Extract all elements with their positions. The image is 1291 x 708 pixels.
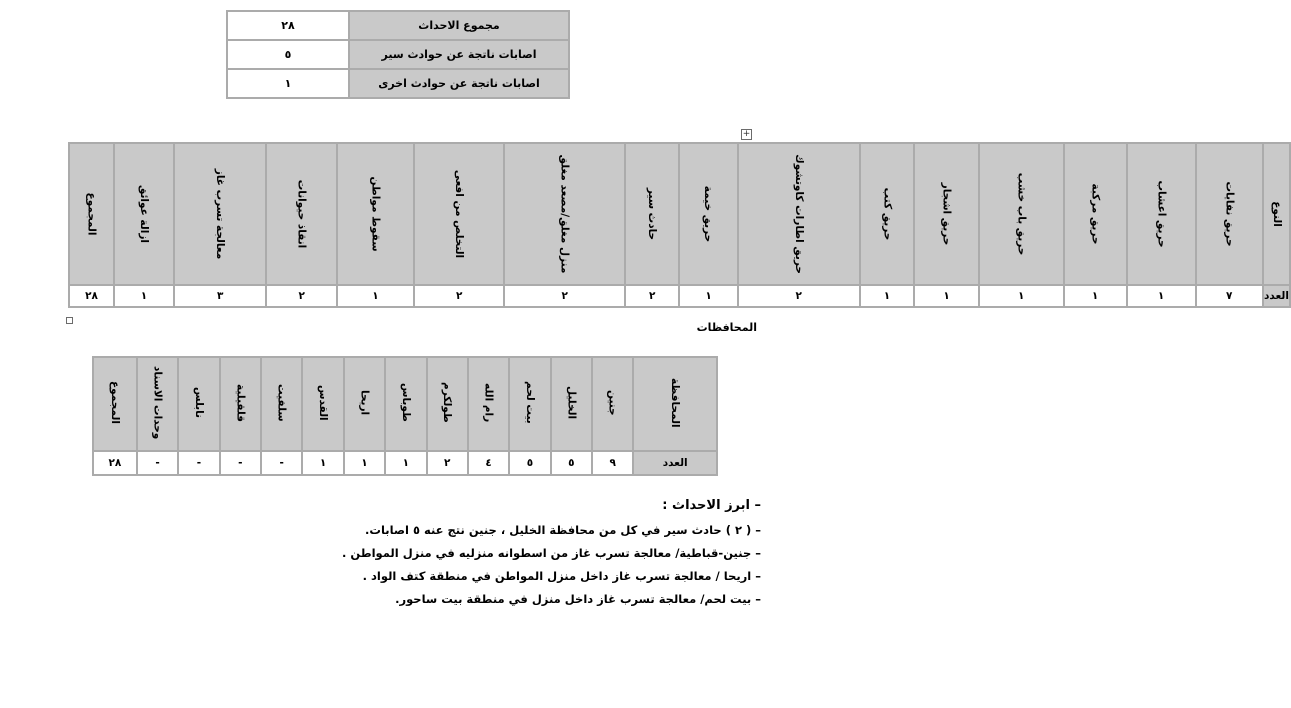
column-header-text: حريق مركبة: [1089, 183, 1102, 245]
types-count-row: [70, 286, 1289, 306]
column-header: [915, 144, 978, 284]
highlight-line: – جنين-قباطية/ معالجة تسرب غاز من اسطوانه منزليه في منزل المواطن .: [342, 546, 761, 560]
table-resize-handle[interactable]: [66, 317, 73, 324]
column-header-text: حريق اعشاب: [1155, 180, 1168, 248]
column-header-text: انقاذ حيوانات: [295, 179, 308, 249]
count-cell: ٥: [510, 452, 549, 474]
column-header: [505, 144, 624, 284]
summary-table: [226, 10, 570, 99]
column-header-text: معالجة تسرب غاز: [214, 168, 227, 260]
count-cell: ٢: [428, 452, 467, 474]
column-header: [179, 358, 218, 450]
count-cell: ٥: [552, 452, 591, 474]
count-cell: ٢: [267, 286, 336, 306]
count-cell: ٣: [175, 286, 265, 306]
count-cell: ٧: [1197, 286, 1262, 306]
total-header: [70, 144, 113, 284]
count-cell: ١: [345, 452, 384, 474]
column-header: [469, 358, 508, 450]
count-cell: ١: [915, 286, 978, 306]
column-header: [415, 144, 503, 284]
count-cell: -: [221, 452, 260, 474]
total-cell: ٢٨: [94, 452, 136, 474]
summary-row: [228, 41, 568, 68]
row-header-label-text: المحافظة: [669, 377, 682, 428]
count-cell: ١: [861, 286, 914, 306]
column-header-text: سلفيت: [275, 383, 288, 422]
column-header-text: القدس: [317, 384, 330, 421]
highlight-line: – بيت لحم/ معالجة تسرب غاز داخل منزل في منطقة بيت ساحور.: [395, 592, 761, 606]
summary-label: مجموع الاحداث: [350, 12, 568, 39]
column-header: [267, 144, 336, 284]
column-header: [980, 144, 1063, 284]
total-header: [94, 358, 136, 450]
count-cell: ١: [338, 286, 413, 306]
column-header: [303, 358, 342, 450]
summary-value: ٢٨: [228, 12, 348, 39]
column-header-text: رام الله: [482, 382, 495, 423]
row-header-label: [634, 358, 716, 450]
column-header: [1128, 144, 1195, 284]
count-cell: ٩: [593, 452, 632, 474]
column-header: [739, 144, 859, 284]
column-header-text: الخليل: [565, 385, 578, 420]
count-cell: -: [179, 452, 218, 474]
column-header-text: بيت لحم: [523, 381, 536, 424]
governorates-table: [92, 356, 718, 476]
column-header-text: حريق نفايات: [1223, 181, 1236, 247]
count-cell: ٢: [739, 286, 859, 306]
column-header: [115, 144, 173, 284]
summary-label: اصابات ناتجة عن حوادث اخرى: [350, 70, 568, 97]
highlights-heading: – ابرز الاحداث :: [662, 498, 761, 513]
gov-count-row: [94, 452, 716, 474]
count-cell: ٢: [415, 286, 503, 306]
summary-row: [228, 70, 568, 97]
column-header-text: منزل مغلق/مصعد مغلق: [558, 154, 571, 274]
types-header-row: [70, 144, 1289, 284]
summary-row: [228, 12, 568, 39]
column-header-text: حريق باب خشب: [1015, 172, 1028, 256]
count-cell: ٢: [505, 286, 624, 306]
governorates-title: المحافظات: [696, 321, 757, 334]
column-header: [175, 144, 265, 284]
column-header: [262, 358, 301, 450]
column-header-text: وحدات الاسناد: [151, 365, 164, 440]
column-header: [428, 358, 467, 450]
column-header: [861, 144, 914, 284]
row-header-label-text: النوع: [1270, 201, 1283, 227]
count-cell: ١: [386, 452, 425, 474]
incident-types-table: [68, 142, 1291, 308]
count-cell: ١: [1065, 286, 1126, 306]
total-header-text: المجموع: [108, 381, 121, 424]
highlights-section: [21, 498, 761, 615]
column-header: [626, 144, 678, 284]
column-header: [680, 144, 736, 284]
column-header-text: حريق خيمة: [702, 185, 715, 243]
column-header-text: طوباس: [399, 383, 412, 422]
count-cell: ٤: [469, 452, 508, 474]
column-header: [345, 358, 384, 450]
column-header-text: حريق كتب: [880, 187, 893, 241]
column-header: [593, 358, 632, 450]
count-row-label: العدد: [1264, 286, 1290, 306]
column-header-text: اريحا: [358, 389, 371, 416]
highlight-line: – اريحا / معالجة تسرب غاز داخل منزل المواطن في منطقة كتف الواد .: [362, 569, 761, 583]
summary-value: ١: [228, 70, 348, 97]
column-header-text: ازالة عوائق: [137, 185, 150, 243]
count-cell: ٢: [626, 286, 678, 306]
column-header: [1197, 144, 1262, 284]
total-cell: ٢٨: [70, 286, 113, 306]
column-header: [338, 144, 413, 284]
column-header: [510, 358, 549, 450]
column-header-text: جنين: [606, 389, 619, 416]
column-header-text: حادث سير: [646, 187, 659, 241]
column-header: [552, 358, 591, 450]
column-header: [221, 358, 260, 450]
row-header-label: [1264, 144, 1290, 284]
summary-label: اصابات ناتجة عن حوادث سير: [350, 41, 568, 68]
summary-value: ٥: [228, 41, 348, 68]
column-header-text: سقوط مواطن: [369, 176, 382, 252]
column-header: [386, 358, 425, 450]
highlight-line: – ( ٢ ) حادث سير في كل من محافظة الخليل ، جنين نتج عنه ٥ اصابات.: [365, 523, 761, 537]
column-header: [1065, 144, 1126, 284]
column-header-text: طولكرم: [441, 382, 454, 423]
gov-header-row: [94, 358, 716, 450]
count-cell: -: [262, 452, 301, 474]
count-cell: ١: [680, 286, 736, 306]
count-cell: ١: [303, 452, 342, 474]
table-move-handle-icon[interactable]: +: [742, 129, 751, 139]
column-header-text: حريق اطارات كاوتشوك: [792, 154, 805, 274]
column-header-text: حريق اشجار: [940, 182, 953, 246]
column-header: [138, 358, 177, 450]
count-cell: ١: [115, 286, 173, 306]
count-cell: -: [138, 452, 177, 474]
count-row-label: العدد: [634, 452, 716, 474]
count-cell: ١: [980, 286, 1063, 306]
column-header-text: التخلص من افعى: [453, 169, 466, 259]
column-header-text: نابلس: [192, 387, 205, 418]
total-header-text: المجموع: [85, 192, 98, 236]
column-header-text: قلقيلية: [234, 383, 247, 422]
count-cell: ١: [1128, 286, 1195, 306]
